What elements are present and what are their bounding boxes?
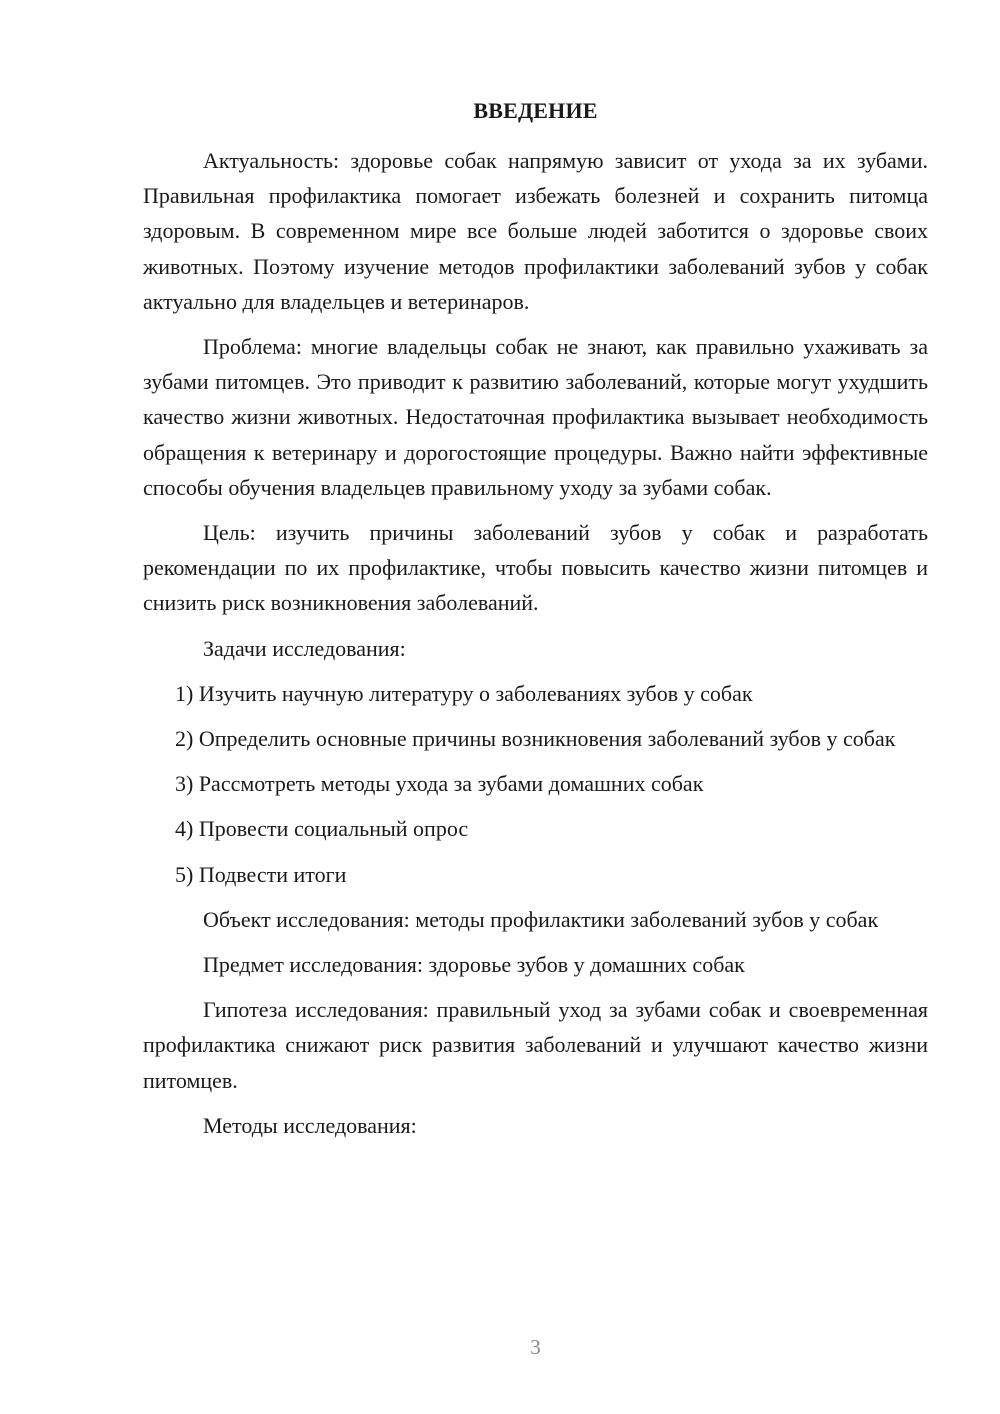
section-title: ВВЕДЕНИЕ [473, 98, 598, 123]
page-number: 3 [530, 1335, 541, 1359]
task-item-2: 2) Определить основные причины возникновения заболеваний зубов у собак [175, 726, 896, 752]
paragraph-tasks-heading: Задачи исследования: [203, 635, 406, 661]
paragraph-relevance: Актуальность: здоровье собак напрямую зависит от ухода за их зубами. Правильная профилактика помогает избежать болезней и сохранить питомца здоровым. В современном мире все больше людей заботится о здоровье своих животных. Поэтому изучение методов профилактики заболеваний зубов у собак актуально для владельцев и ветеринаров. [143, 148, 928, 314]
task-item-1: 1) Изучить научную литературу о заболеваниях зубов у собак [175, 680, 753, 706]
task-item-4: 4) Провести социальный опрос [175, 816, 469, 842]
document-page [143, 0, 928, 1414]
document-body [143, 143, 928, 1153]
paragraph-hypothesis: Гипотеза исследования: правильный уход за зубами собак и своевременная профилактика снижают риск развития заболеваний и улучшают качество жизни питомцев. [143, 997, 928, 1093]
paragraph-methods: Методы исследования: [203, 1112, 417, 1138]
task-item-5: 5) Подвести итоги [175, 861, 347, 887]
paragraph-goal: Цель: изучить причины заболеваний зубов у собак и разработать рекомендации по их профилактике, чтобы повысить качество жизни питомцев и снизить риск возникновения заболеваний. [143, 520, 928, 616]
task-item-3: 3) Рассмотреть методы ухода за зубами домашних собак [175, 771, 704, 797]
paragraph-object: Объект исследования: методы профилактики заболеваний зубов у собак [203, 906, 879, 932]
paragraph-problem: Проблема: многие владельцы собак не знают, как правильно ухаживать за зубами питомцев. Это приводит к развитию заболеваний, которые могут ухудшить качество жизни животных. Недостаточная профилактика вызывает необходимость обращения к ветеринару и дорогостоящие процедуры. Важно найти эффективные способы обучения владельцев правильному уходу за зубами собак. [143, 334, 928, 500]
paragraph-subject: Предмет исследования: здоровье зубов у домашних собак [203, 952, 745, 978]
